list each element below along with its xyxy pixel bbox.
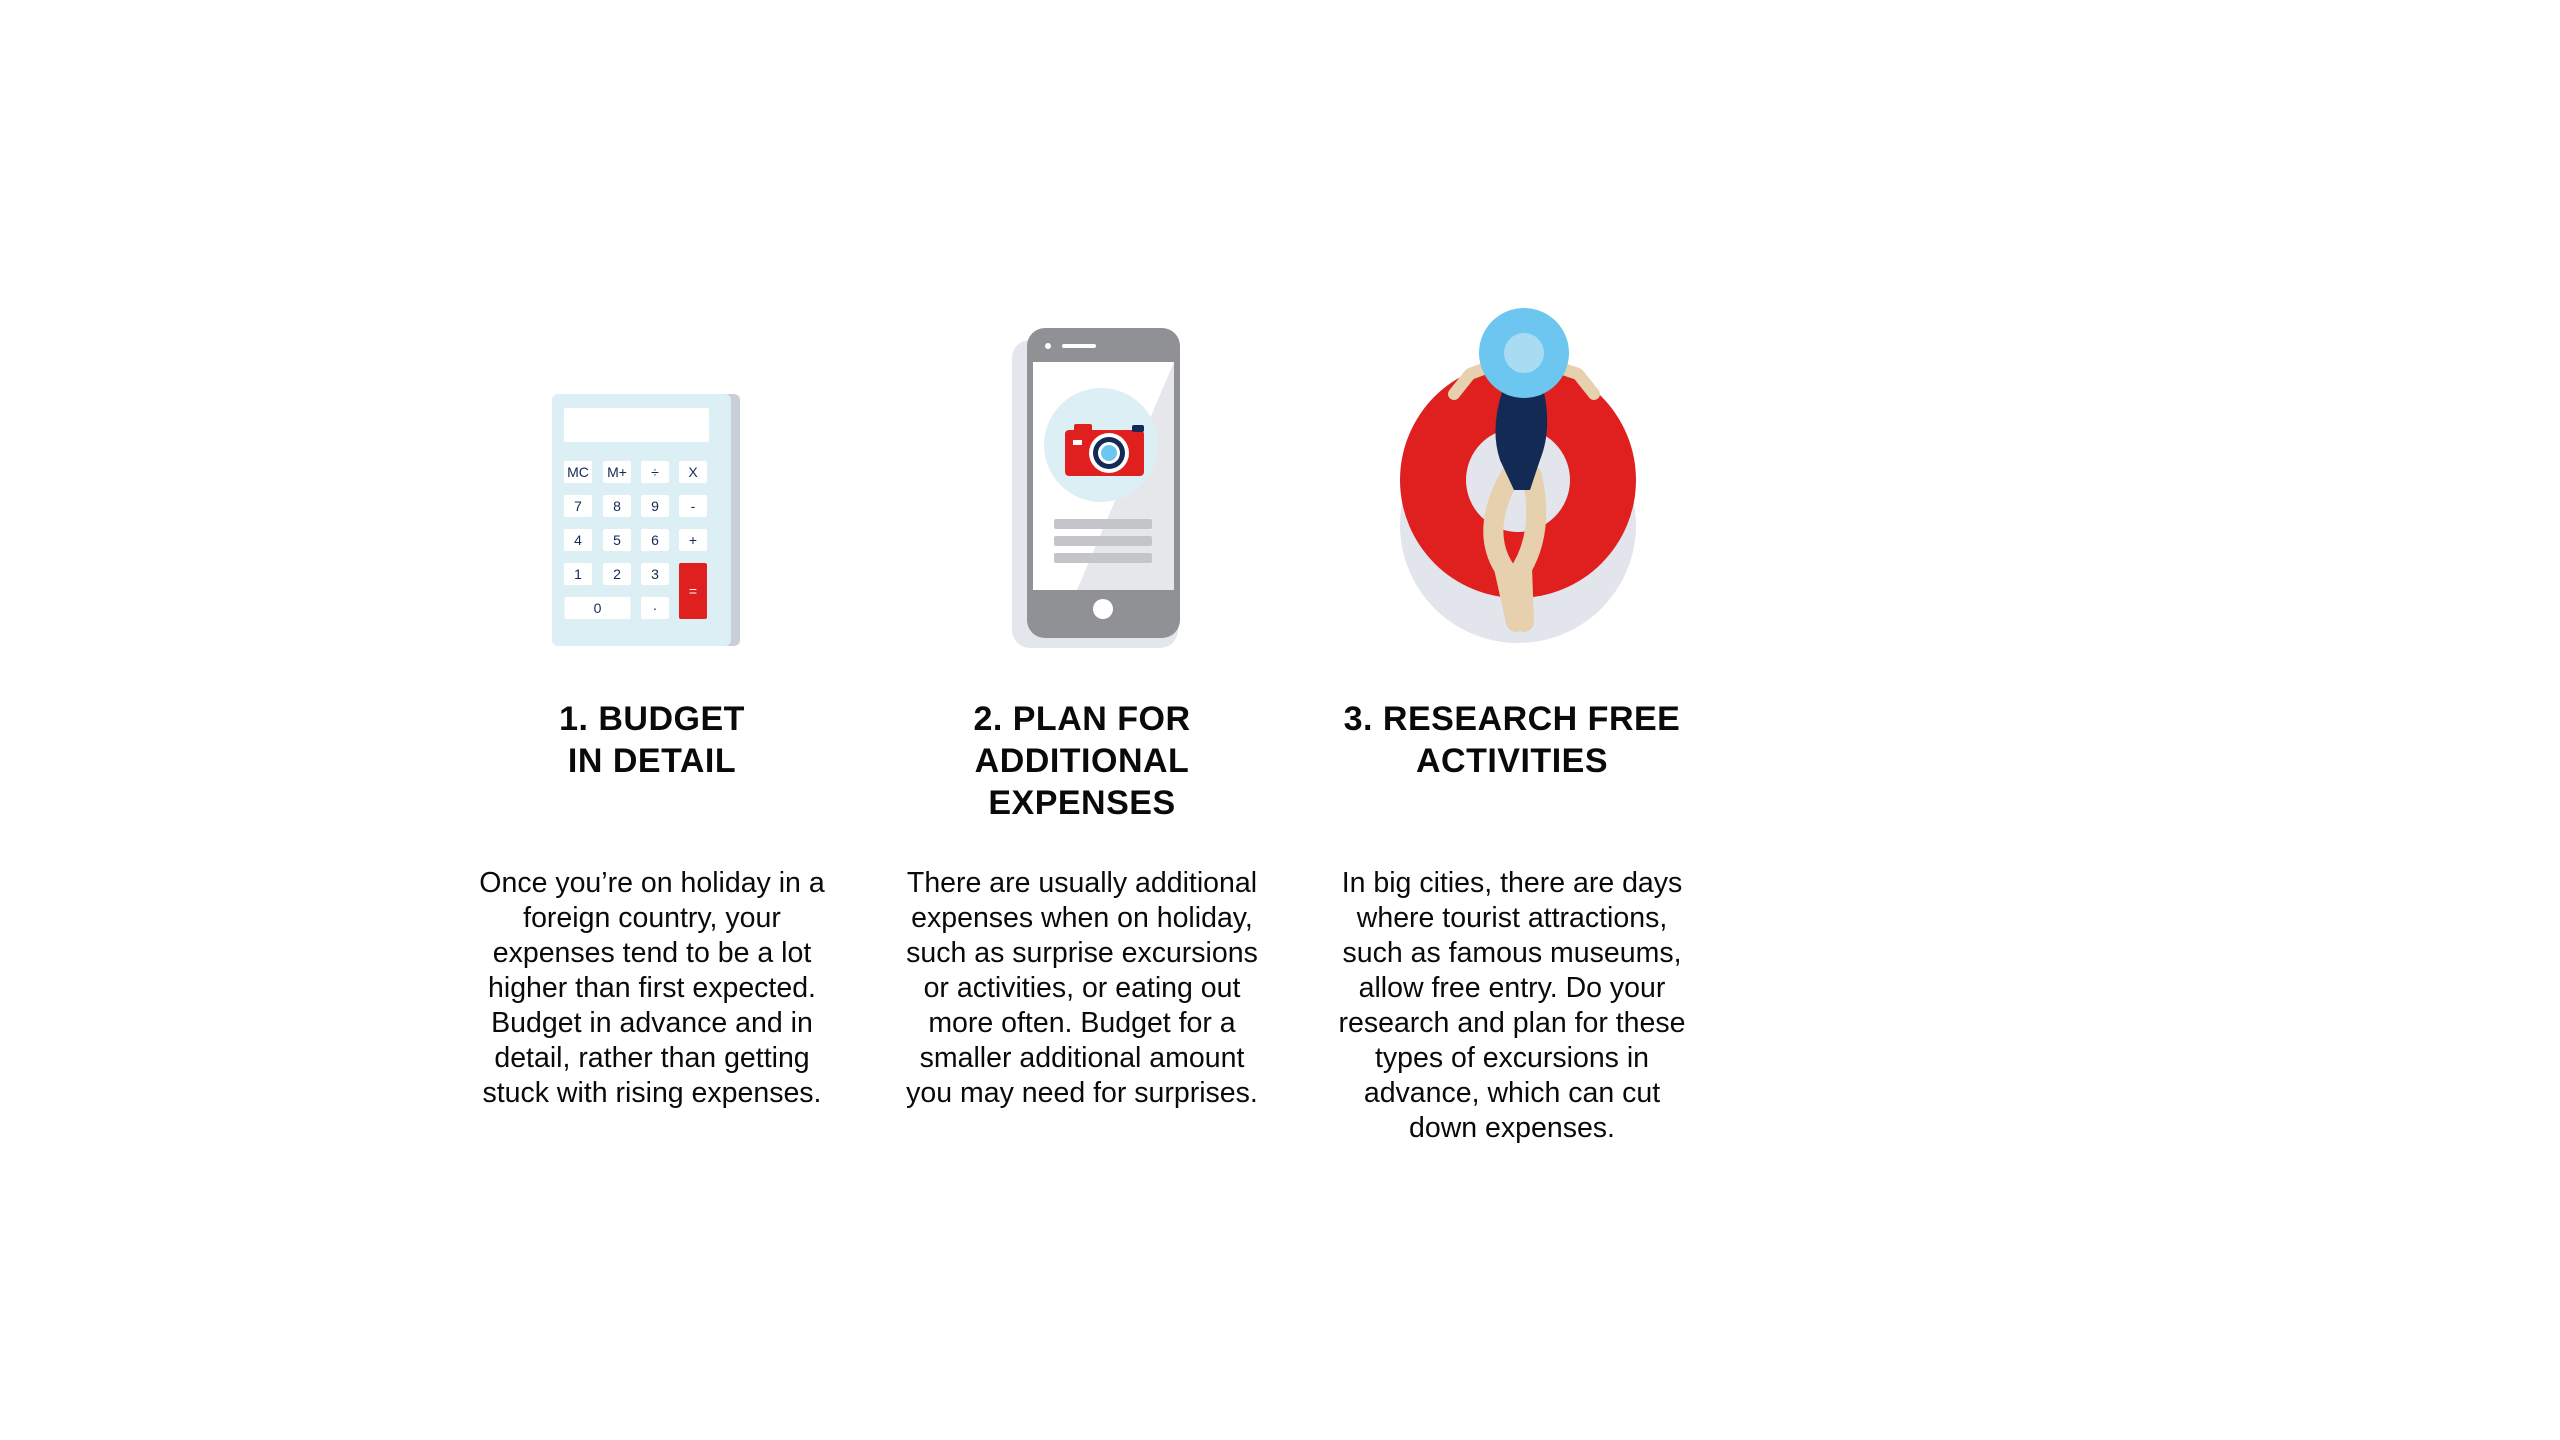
calculator-key-label: -	[690, 498, 696, 514]
calculator-key-label: 9	[651, 498, 659, 514]
calculator-key-label: 1	[574, 566, 582, 582]
calculator-key-label: X	[688, 464, 698, 480]
calculator-key-label: =	[688, 583, 698, 599]
calculator-key-label: ·	[652, 600, 658, 616]
calculator-key-label: 2	[613, 566, 621, 582]
calculator-key-label: 7	[574, 498, 582, 514]
tip-card-research	[1312, 300, 1712, 1144]
calculator-key-label: 3	[651, 566, 659, 582]
tip-title: 3. RESEARCH FREE ACTIVITIES	[1343, 700, 1681, 780]
calculator-key-label: MC	[567, 464, 589, 480]
tip-card-plan	[882, 300, 1282, 1109]
tip-description: There are usually additional expenses when on holiday, such as surprise excursions or activities, or eating out more often. Budget for a smaller additional amount you may need for surprises.	[906, 867, 1258, 1109]
pool-float-swimmer-icon	[1312, 300, 1712, 650]
calculator-key-label: ÷	[651, 464, 659, 480]
tip-title: 2. PLAN FOR ADDITIONAL EXPENSES	[973, 700, 1191, 822]
calculator-icon	[452, 300, 852, 650]
tip-description: Once you’re on holiday in a foreign country, your expenses tend to be a lot higher than first expected. Budget in advance and in detail, rather than getting stuck with rising expenses.	[479, 867, 825, 1109]
calculator-key-label: 6	[651, 532, 659, 548]
tip-card-budget	[452, 300, 852, 1109]
calculator-key-label: +	[688, 532, 698, 548]
calculator-key-label: 5	[613, 532, 621, 548]
tip-description: In big cities, there are days where tourist attractions, such as famous museums, allow free entry. Do your research and plan for these types of excursions in advance, which can cut down expenses.	[1338, 867, 1686, 1144]
smartphone-camera-icon	[882, 300, 1282, 650]
calculator-key-label: 8	[613, 498, 621, 514]
calculator-key-label: 0	[593, 600, 602, 616]
calculator-key-label: M+	[607, 464, 627, 480]
tip-title: 1. BUDGET IN DETAIL	[559, 700, 745, 780]
calculator-key-label: 4	[574, 532, 582, 548]
